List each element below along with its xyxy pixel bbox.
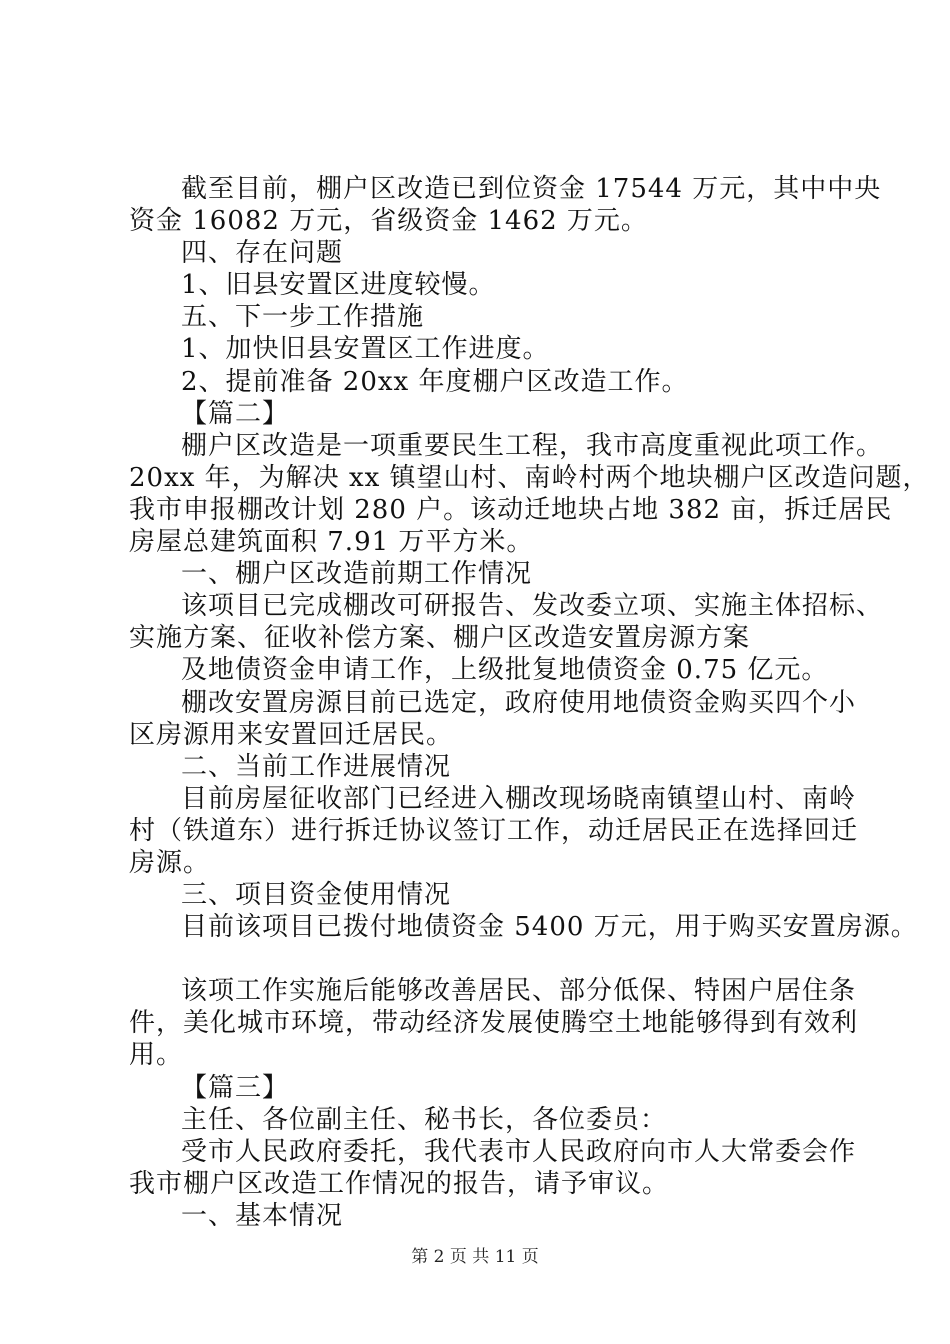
text-line: 房屋总建筑面积 7.91 万平方米。 [129, 527, 534, 558]
text-line: 20xx 年，为解决 xx 镇望山村、南岭村两个地块棚户区改造问题， [129, 462, 930, 493]
text-line: 件，美化城市环境，带动经济发展使腾空土地能够得到有效利 [129, 1008, 859, 1039]
text-line: 我市棚户区改造工作情况的报告，请予审议。 [129, 1168, 670, 1199]
text-line: 1、旧县安置区进度较慢。 [181, 270, 496, 301]
text-line: 及地债资金申请工作，上级批复地债资金 0.75 亿元。 [181, 655, 829, 686]
text-line: 实施方案、征收补偿方案、棚户区改造安置房源方案 [129, 623, 751, 654]
text-line: 目前该项目已拨付地债资金 5400 万元，用于购买安置房源。 [181, 912, 918, 943]
section-heading: 五、下一步工作措施 [181, 302, 425, 333]
text-line: 截至目前，棚户区改造已到位资金 17544 万元，其中中央 [181, 174, 882, 204]
text-line: 受市人民政府委托，我代表市人民政府向市人大常委会作 [181, 1136, 857, 1167]
text-line: 该项工作实施后能够改善居民、部分低保、特困户居住条 [181, 976, 857, 1007]
section-heading: 四、存在问题 [181, 238, 344, 269]
part-heading: 【篇二】 [181, 398, 290, 429]
text-line: 我市申报棚改计划 280 户。该动迁地块占地 382 亩，拆迁居民 [129, 494, 893, 525]
part-heading: 【篇三】 [181, 1072, 290, 1103]
section-heading: 三、项目资金使用情况 [181, 880, 452, 911]
section-heading: 二、当前工作进展情况 [181, 751, 452, 782]
text-line: 目前房屋征收部门已经进入棚改现场晓南镇望山村、南岭 [181, 783, 857, 814]
document-body [129, 173, 930, 1232]
text-line: 主任、各位副主任、秘书长，各位委员： [181, 1104, 668, 1135]
text-line: 村（铁道东）进行拆迁协议签订工作，动迁居民正在选择回迁 [129, 815, 859, 846]
text-line: 棚户区改造是一项重要民生工程，我市高度重视此项工作。 [181, 430, 884, 461]
section-heading: 一、基本情况 [181, 1200, 344, 1231]
text-line: 区房源用来安置回迁居民。 [129, 719, 454, 750]
text-line: 房源。 [129, 847, 211, 878]
text-line: 该项目已完成棚改可研报告、发改委立项、实施主体招标、 [181, 591, 884, 622]
section-heading: 一、棚户区改造前期工作情况 [181, 559, 533, 590]
text-line: 1、加快旧县安置区工作进度。 [181, 334, 550, 365]
text-line: 用。 [129, 1040, 184, 1071]
text-line: 2、提前准备 20xx 年度棚户区改造工作。 [181, 366, 689, 397]
text-line: 资金 16082 万元，省级资金 1462 万元。 [129, 206, 648, 237]
page-number-footer: 第 2 页 共 11 页 [411, 1247, 539, 1267]
blank-line [129, 943, 835, 975]
text-line: 棚改安置房源目前已选定，政府使用地债资金购买四个小 [181, 687, 857, 718]
